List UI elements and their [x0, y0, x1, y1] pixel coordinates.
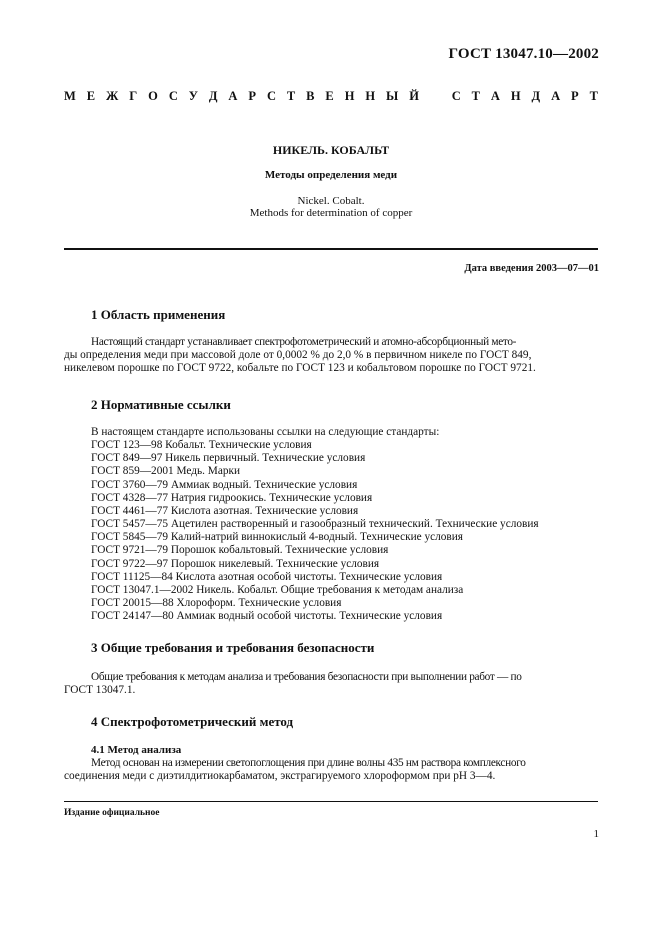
- references-intro: В настоящем стандарте использованы ссылки на следующие стандарты:: [91, 426, 440, 438]
- banner-letter: А: [490, 89, 500, 103]
- reference-item: ГОСТ 13047.1—2002 Никель. Кобальт. Общие требования к методам анализа: [91, 583, 464, 596]
- section1-paragraph: [64, 336, 598, 375]
- banner-letter: Е: [86, 89, 96, 103]
- banner-letter: Н: [510, 89, 521, 103]
- reference-item: ГОСТ 859—2001 Медь. Марки: [91, 465, 241, 478]
- section4-heading: 4 Спектрофотометрический метод: [91, 714, 294, 729]
- banner-letter: Н: [344, 89, 355, 103]
- banner-letter: Р: [571, 89, 579, 103]
- paragraph-line: Метод основан на измерении светопоглощения при длине волны 435 нм раствора комплексного: [91, 757, 526, 769]
- date-introduced: Дата введения 2003—07—01: [464, 263, 599, 274]
- reference-item: ГОСТ 9721—79 Порошок кобальтовый. Технические условия: [91, 544, 389, 557]
- header-divider: [64, 248, 598, 250]
- paragraph-line: Общие требования к методам анализа и требования безопасности при выполнении работ — по: [91, 671, 522, 683]
- paragraph-line: ГОСТ 13047.1.: [64, 684, 136, 696]
- banner-letter: Й: [409, 89, 419, 103]
- banner-letter: С: [451, 89, 461, 103]
- banner-letter: Т: [471, 89, 480, 103]
- banner-letter: А: [551, 89, 561, 103]
- banner-letter: Ы: [386, 89, 399, 103]
- footer-divider: [64, 801, 598, 802]
- reference-item: ГОСТ 4461—77 Кислота азотная. Технические условия: [91, 504, 359, 517]
- gost-code: ГОСТ 13047.10—2002: [448, 46, 599, 62]
- section3-heading: 3 Общие требования и требования безопасности: [91, 640, 375, 655]
- banner-letter: О: [148, 89, 158, 103]
- banner-letter: Р: [248, 89, 257, 103]
- section3-paragraph: [64, 671, 598, 697]
- banner-letter: А: [228, 89, 238, 103]
- paragraph-line: никелевом порошке по ГОСТ 9722, кобальте по ГОСТ 123 и кобальтовом порошке по ГОСТ 9721.: [64, 362, 536, 374]
- reference-item: ГОСТ 5845—79 Калий-натрий виннокислый 4-водный. Технические условия: [91, 531, 464, 544]
- english-title-line2: Methods for determination of copper: [249, 207, 413, 219]
- subsection-4-1-heading: 4.1 Метод анализа: [91, 744, 182, 756]
- banner-letter: У: [188, 89, 198, 103]
- section2-heading: 2 Нормативные ссылки: [91, 397, 231, 412]
- banner-letter: Д: [531, 89, 541, 103]
- reference-item: ГОСТ 4328—77 Натрия гидроокись. Технические условия: [91, 491, 373, 504]
- banner-letter: С: [168, 89, 178, 103]
- interstate-standard-banner: [64, 89, 598, 104]
- document-subtitle: Методы определения меди: [264, 169, 398, 181]
- reference-item: ГОСТ 11125—84 Кислота азотная особой чистоты. Технические условия: [91, 570, 443, 583]
- banner-letter: Т: [589, 89, 598, 103]
- banner-letter: Д: [208, 89, 218, 103]
- banner-letter: Е: [325, 89, 334, 103]
- document-title: НИКЕЛЬ. КОБАЛЬТ: [272, 143, 390, 157]
- banner-letter: Ж: [106, 89, 119, 103]
- banner-letter: Г: [129, 89, 138, 103]
- normative-references-list: [91, 426, 539, 623]
- section4-paragraph: [64, 757, 598, 783]
- banner-letter: Н: [365, 89, 376, 103]
- banner-letter: Т: [286, 89, 296, 103]
- banner-letter: С: [266, 89, 276, 103]
- reference-item: ГОСТ 5457—75 Ацетилен растворенный и газообразный технический. Технические условия: [91, 518, 539, 531]
- reference-item: ГОСТ 20015—88 Хлороформ. Технические условия: [91, 597, 342, 610]
- page-number: 1: [593, 828, 599, 840]
- reference-item: ГОСТ 24147—80 Аммиак водный особой чистоты. Технические условия: [91, 610, 443, 623]
- official-edition-label: Издание официальное: [64, 808, 160, 818]
- paragraph-line: соединения меди с диэтилдитиокарбаматом, экстрагируемого хлороформом при pH 3—4.: [64, 770, 496, 782]
- english-title-line1: Nickel. Cobalt.: [297, 195, 365, 207]
- banner-letter: В: [306, 89, 315, 103]
- paragraph-line: Настоящий стандарт устанавливает спектрофотометрический и атомно-абсорбционный мето-: [91, 336, 517, 348]
- reference-item: ГОСТ 849—97 Никель первичный. Технические условия: [91, 452, 366, 465]
- reference-item: ГОСТ 9722—97 Порошок никелевый. Технические условия: [91, 557, 380, 570]
- banner-letter: М: [64, 89, 76, 103]
- paragraph-line: ды определения меди при массовой доле от 0,0002 % до 2,0 % в первичном никеле по ГОСТ 849,: [64, 349, 532, 361]
- section1-heading: 1 Область применения: [91, 307, 226, 322]
- reference-item: ГОСТ 3760—79 Аммиак водный. Технические условия: [91, 478, 358, 491]
- reference-item: ГОСТ 123—98 Кобальт. Технические условия: [91, 439, 312, 452]
